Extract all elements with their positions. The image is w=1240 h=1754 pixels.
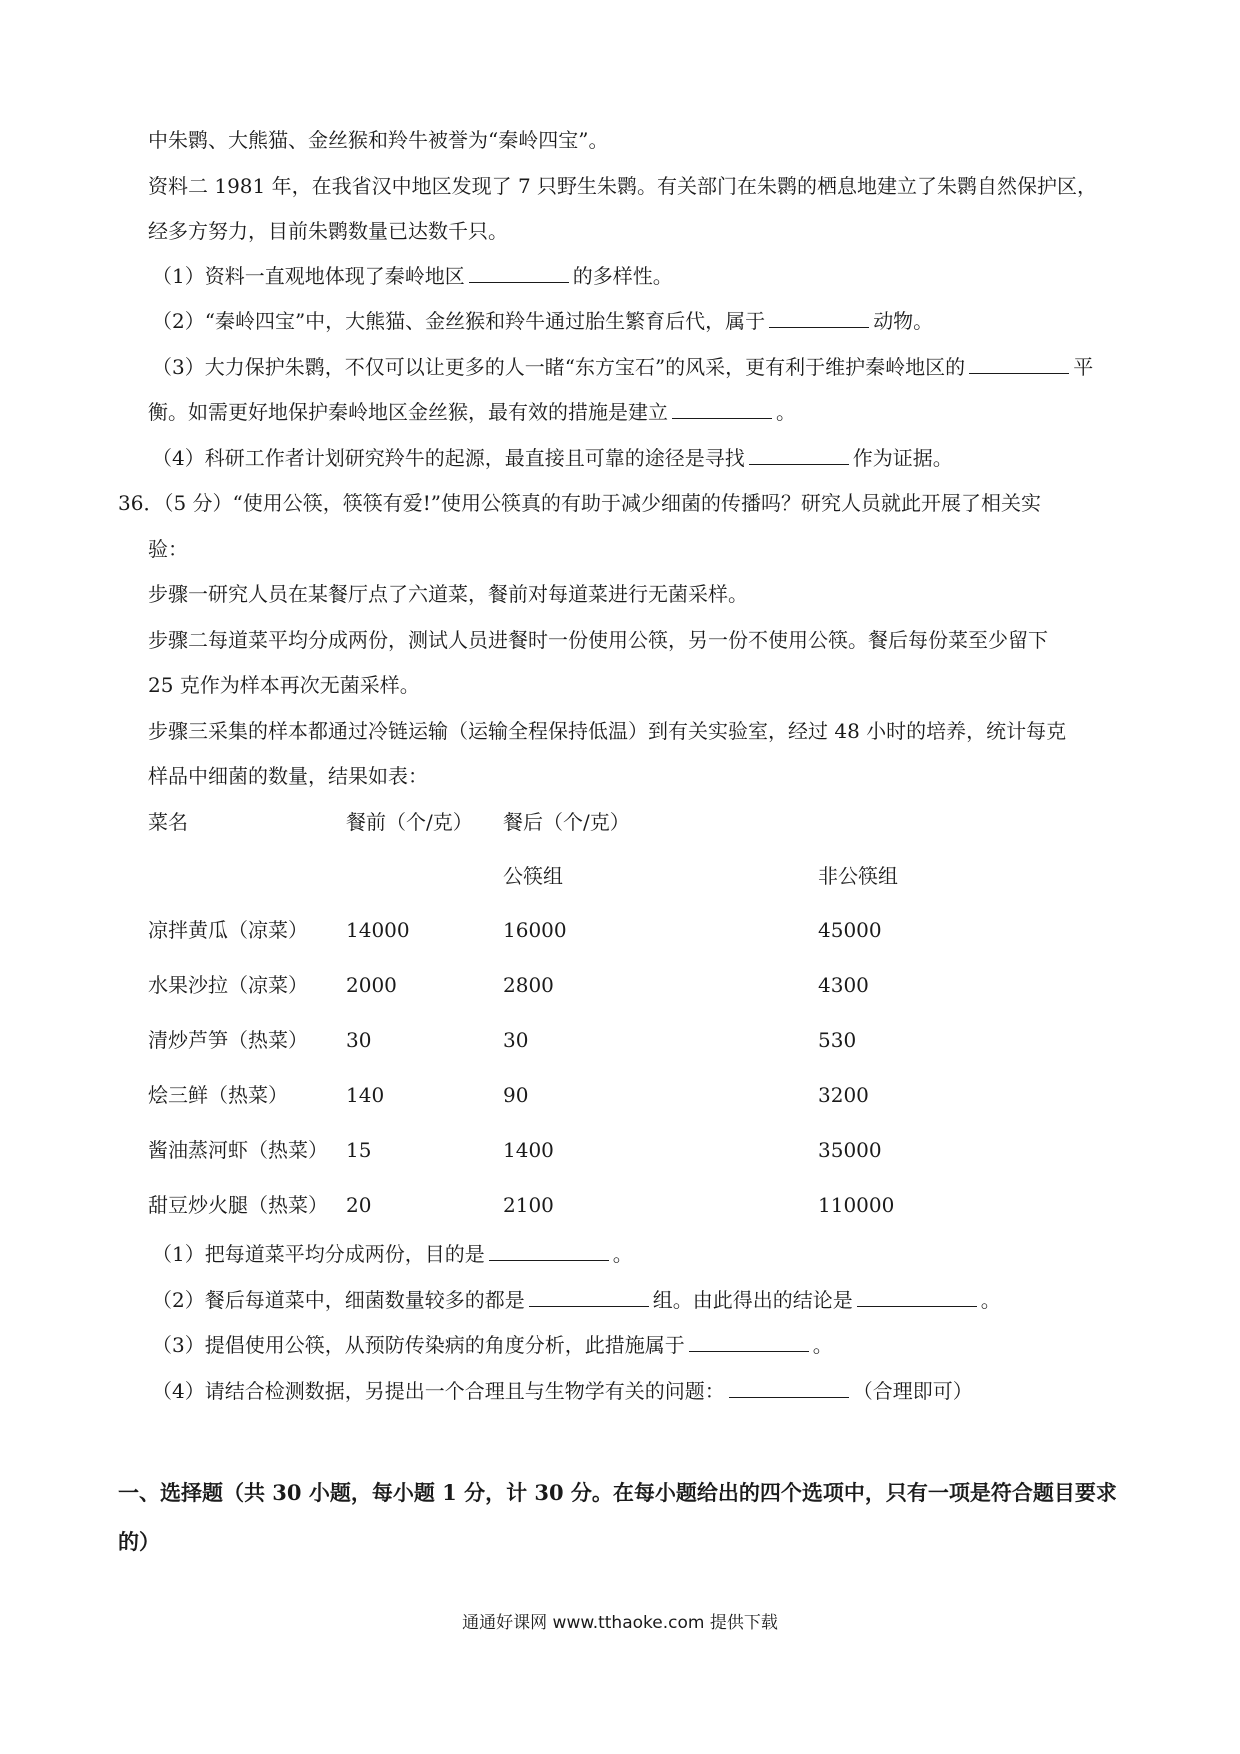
table-header-name: 菜名 [148, 810, 188, 834]
table-cell-name: 凉拌黄瓜（凉菜） [148, 918, 308, 942]
q36-step3-continued: 样品中细菌的数量，结果如表： [148, 764, 428, 788]
table-cell-before: 2000 [346, 973, 397, 997]
q36-intro-continued: 验： [148, 537, 188, 561]
table-cell-name: 甜豆炒火腿（热菜） [148, 1193, 328, 1217]
q35-sub3-continued: 衡。如需更好地保护秦岭地区金丝猴，最有效的措施是建立 。 [148, 400, 796, 424]
q36-step2: 步骤二每道菜平均分成两份，测试人员进餐时一份使用公筷，另一份不使用公筷。餐后每份菜至少留下 [148, 628, 1048, 652]
table-cell-nonpublic: 35000 [818, 1138, 882, 1162]
table-cell-nonpublic: 4300 [818, 973, 869, 997]
table-header-before: 餐前（个/克） [346, 810, 473, 834]
table-cell-name: 清炒芦笋（热菜） [148, 1028, 308, 1052]
table-cell-public: 90 [503, 1083, 529, 1107]
table-cell-before: 140 [346, 1083, 385, 1107]
answer-blank[interactable] [769, 307, 869, 328]
page-footer: 通通好课网 www.tthaoke.com 提供下载 [462, 1613, 778, 1633]
table-cell-public: 1400 [503, 1138, 554, 1162]
answer-blank[interactable] [749, 444, 849, 465]
table-header-nonpublic: 非公筷组 [818, 864, 898, 888]
table-cell-nonpublic: 110000 [818, 1193, 895, 1217]
table-cell-before: 20 [346, 1193, 372, 1217]
answer-blank[interactable] [729, 1377, 849, 1398]
q35-sub3: （3）大力保护朱鹮，不仅可以让更多的人一睹“东方宝石”的风采，更有利于维护秦岭地区的 平 [152, 355, 1094, 379]
table-cell-before: 30 [346, 1028, 372, 1052]
q36-step3: 步骤三采集的样本都通过冷链运输（运输全程保持低温）到有关实验室，经过 48 小时的培养，统计每克 [148, 719, 1067, 743]
table-cell-before: 14000 [346, 918, 410, 942]
table-cell-nonpublic: 45000 [818, 918, 882, 942]
table-cell-before: 15 [346, 1138, 372, 1162]
table-cell-name: 水果沙拉（凉菜） [148, 973, 308, 997]
table-header-after: 餐后（个/克） [503, 810, 630, 834]
table-cell-nonpublic: 530 [818, 1028, 857, 1052]
answer-blank[interactable] [489, 1240, 609, 1261]
q36-sub4: （4）请结合检测数据，另提出一个合理且与生物学有关的问题： （合理即可） [152, 1379, 973, 1403]
passage-line: 资料二 1981 年，在我省汉中地区发现了 7 只野生朱鹮。有关部门在朱鹮的栖息地建立了朱鹮自然保护区， [148, 174, 1098, 198]
passage-line: 中朱鹮、大熊猫、金丝猴和羚牛被誉为“秦岭四宝”。 [148, 128, 609, 152]
answer-blank[interactable] [469, 262, 569, 283]
q36-step1: 步骤一研究人员在某餐厅点了六道菜，餐前对每道菜进行无菌采样。 [148, 582, 748, 606]
q35-sub2: （2）“秦岭四宝”中，大熊猫、金丝猴和羚牛通过胎生繁育后代，属于 动物。 [152, 309, 934, 333]
answer-blank[interactable] [529, 1286, 649, 1307]
q36-sub1: （1）把每道菜平均分成两份，目的是 。 [152, 1242, 633, 1266]
table-cell-name: 烩三鲜（热菜） [148, 1083, 288, 1107]
table-cell-public: 16000 [503, 918, 567, 942]
table-header-public: 公筷组 [503, 864, 563, 888]
q36-sub3: （3）提倡使用公筷，从预防传染病的角度分析，此措施属于 。 [152, 1333, 833, 1357]
table-cell-public: 2800 [503, 973, 554, 997]
q36-sub2: （2）餐后每道菜中，细菌数量较多的都是 组。由此得出的结论是 。 [152, 1288, 1001, 1312]
table-cell-public: 2100 [503, 1193, 554, 1217]
table-cell-name: 酱油蒸河虾（热菜） [148, 1138, 328, 1162]
section-heading: 一、选择题（共 30 小题，每小题 1 分，计 30 分。在每小题给出的四个选项中，只有一项是符合题目要求 [118, 1480, 1117, 1505]
passage-line: 经多方努力，目前朱鹮数量已达数千只。 [148, 219, 508, 243]
answer-blank[interactable] [689, 1331, 809, 1352]
answer-blank[interactable] [857, 1286, 977, 1307]
q35-sub1: （1）资料一直观地体现了秦岭地区 的多样性。 [152, 264, 673, 288]
q35-sub4: （4）科研工作者计划研究羚牛的起源，最直接且可靠的途径是寻找 作为证据。 [152, 446, 953, 470]
section-heading-continued: 的） [118, 1529, 160, 1554]
answer-blank[interactable] [969, 353, 1069, 374]
q36-step2-continued: 25 克作为样本再次无菌采样。 [148, 673, 420, 697]
table-cell-nonpublic: 3200 [818, 1083, 869, 1107]
q36-intro: 36．（5 分）“使用公筷，筷筷有爱!”使用公筷真的有助于减少细菌的传播吗？研究人员就此开展了相关实 [118, 491, 1042, 515]
table-cell-public: 30 [503, 1028, 529, 1052]
answer-blank[interactable] [672, 398, 772, 419]
